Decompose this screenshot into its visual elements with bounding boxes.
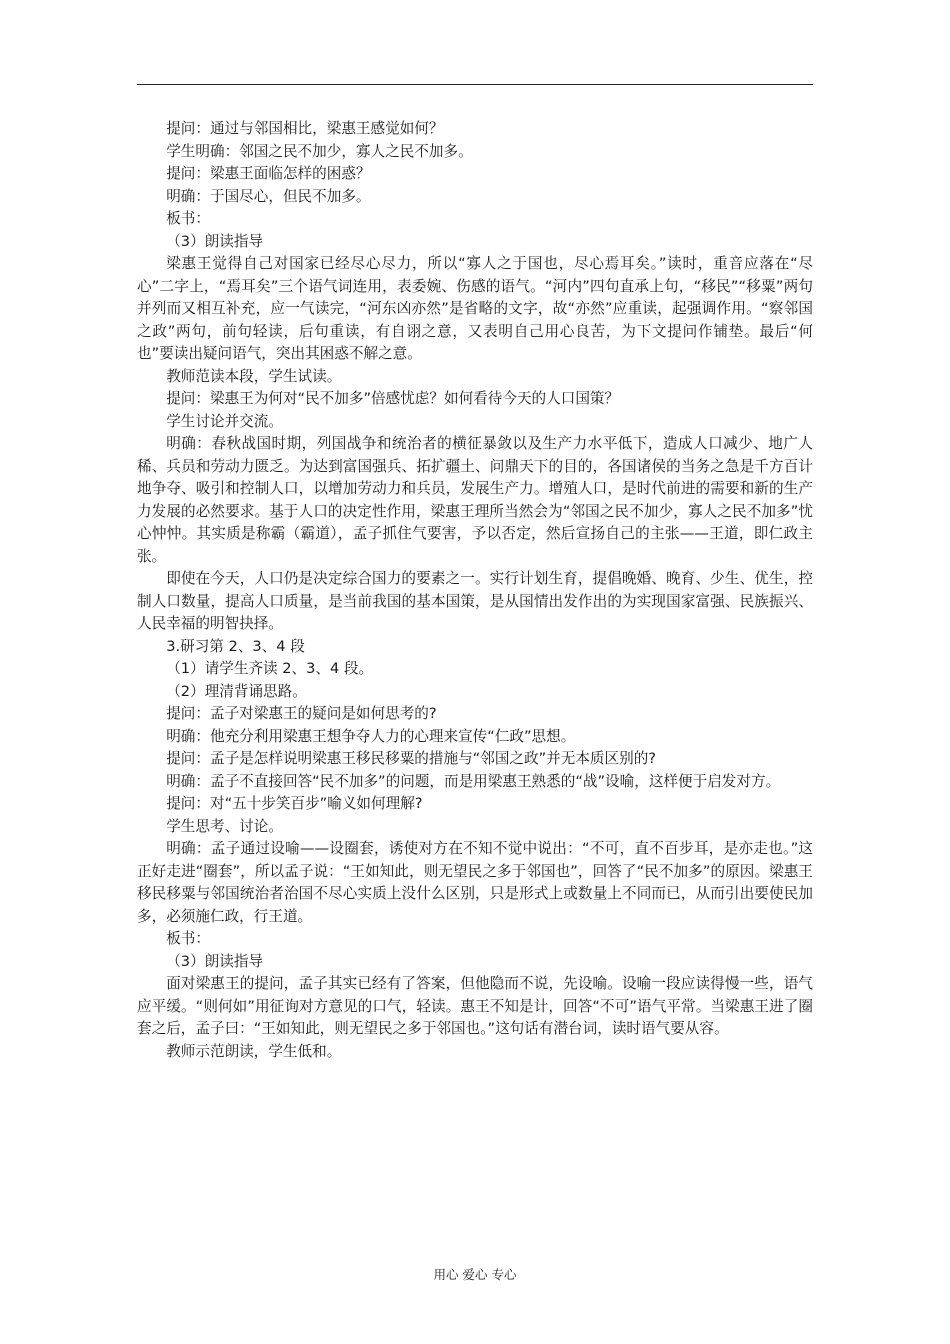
paragraph: 梁惠王觉得自己对国家已经尽心尽力，所以“寡人之于国也，尽心焉耳矣。”读时，重音应落在“尽心”二字上，“焉耳矣”三个语气词连用，表委婉、伤感的语气。“河内”四句直承上句，“移民”“移粟”两句并列而又相互补充，应一气读完，“河东凶亦然”是省略的文字，故“亦然”应重读，起强调作用。“察邻国之政”两句，前句轻读，后句重读，有自诩之意，又表明自己用心良苦，为下文提问作铺垫。最后“何也”要读出疑问语气，突出其困惑不解之意。 (137, 255, 813, 362)
section-heading: 3.研习第 2、3、4 段 (166, 637, 305, 655)
document-body (137, 118, 813, 1063)
paragraph: 学生思考、讨论。 (166, 817, 283, 835)
page-footer: 用心 爱心 专心 (433, 1267, 517, 1282)
paragraph: 教师示范朗读，学生低和。 (166, 1042, 342, 1060)
header-rule (137, 84, 813, 85)
paragraph: 提问：梁惠王为何对“民不加多”倍感忧虑？如何看待今天的人口国策？ (166, 390, 620, 407)
paragraph: 教师范读本段，学生试读。 (166, 367, 342, 385)
paragraph: 提问：孟子对梁惠王的疑问是如何思考的? (166, 705, 437, 722)
paragraph: 明确：孟子通过设喻——设圈套，诱使对方在不知不觉中说出：“不可，直不百步耳，是亦走也。”这正好走进“圈套”，所以孟子说：“王如知此，则无望民之多于邻国也”，回答了“民不加多”的原因。梁惠王移民移粟与邻国统治者治国不尽心实质上没什么区别，只是形式上或数量上不同而已，从而引出要使民加多，必须施仁政，行王道。 (137, 840, 813, 925)
paragraph: 板书： (166, 210, 210, 227)
paragraph: 明确：孟子不直接回答“民不加多”的问题，而是用梁惠王熟悉的“战”设喻，这样便于启发对方。 (166, 772, 781, 790)
paragraph: 明确：他充分利用梁惠王想争夺人力的心理来宣传“仁政”思想。 (166, 727, 576, 745)
paragraph: 板书： (166, 930, 210, 947)
paragraph: （3）朗读指导 (166, 232, 264, 250)
paragraph: 学生明确：邻国之民不加少，寡人之民不加多。 (166, 142, 473, 160)
paragraph: （3）朗读指导 (166, 952, 264, 970)
paragraph: 提问：孟子是怎样说明梁惠王移民移粟的措施与“邻国之政”并无本质区别的? (166, 750, 657, 767)
paragraph: 明确：春秋战国时期，列国战争和统治者的横征暴敛以及生产力水平低下，造成人口减少、地广人稀、兵员和劳动力匮乏。为达到富国强兵、拓扩疆土、问鼎天下的目的，各国诸侯的当务之急是千方百计地争夺、吸引和控制人口，以增加劳动力和兵员，发展生产力。增殖人口，是时代前进的需要和新的生产力发展的必然要求。基于人口的决定性作用，梁惠王理所当然会为“邻国之民不加少，寡人之民不加多”忧心忡忡。其实质是称霸（霸道），孟子抓住气要害，予以否定，然后宣扬自己的主张——王道，即仁政主张。 (137, 435, 813, 565)
paragraph: 提问：通过与邻国相比，梁惠王感觉如何？ (166, 120, 444, 137)
paragraph: 提问：对“五十步笑百步”喻义如何理解? (166, 795, 423, 812)
paragraph: （2）理清背诵思路。 (166, 682, 307, 700)
paragraph: 提问：梁惠王面临怎样的困惑？ (166, 165, 371, 182)
paragraph: 面对梁惠王的提问，孟子其实已经有了答案，但他隐而不说，先设喻。设喻一段应读得慢一些，语气应平缓。“则何如”用征询对方意见的口气，轻读。惠王不知是计，回答“不可”语气平常。当梁惠王进了圈套之后，孟子曰：“王如知此，则无望民之多于邻国也。”这句话有潜台词，读时语气要从容。 (137, 975, 813, 1037)
paragraph: 即使在今天，人口仍是决定综合国力的要素之一。实行计划生育，提倡晚婚、晚育、少生、优生，控制人口数量，提高人口质量，是当前我国的基本国策，是从国情出发作出的为实现国家富强、民族振兴、人民幸福的明智抉择。 (137, 570, 813, 632)
paragraph: 明确：于国尽心，但民不加多。 (166, 187, 371, 205)
paragraph: （1）请学生齐读 2、3、4 段。 (166, 660, 374, 677)
paragraph: 学生讨论并交流。 (166, 412, 283, 430)
